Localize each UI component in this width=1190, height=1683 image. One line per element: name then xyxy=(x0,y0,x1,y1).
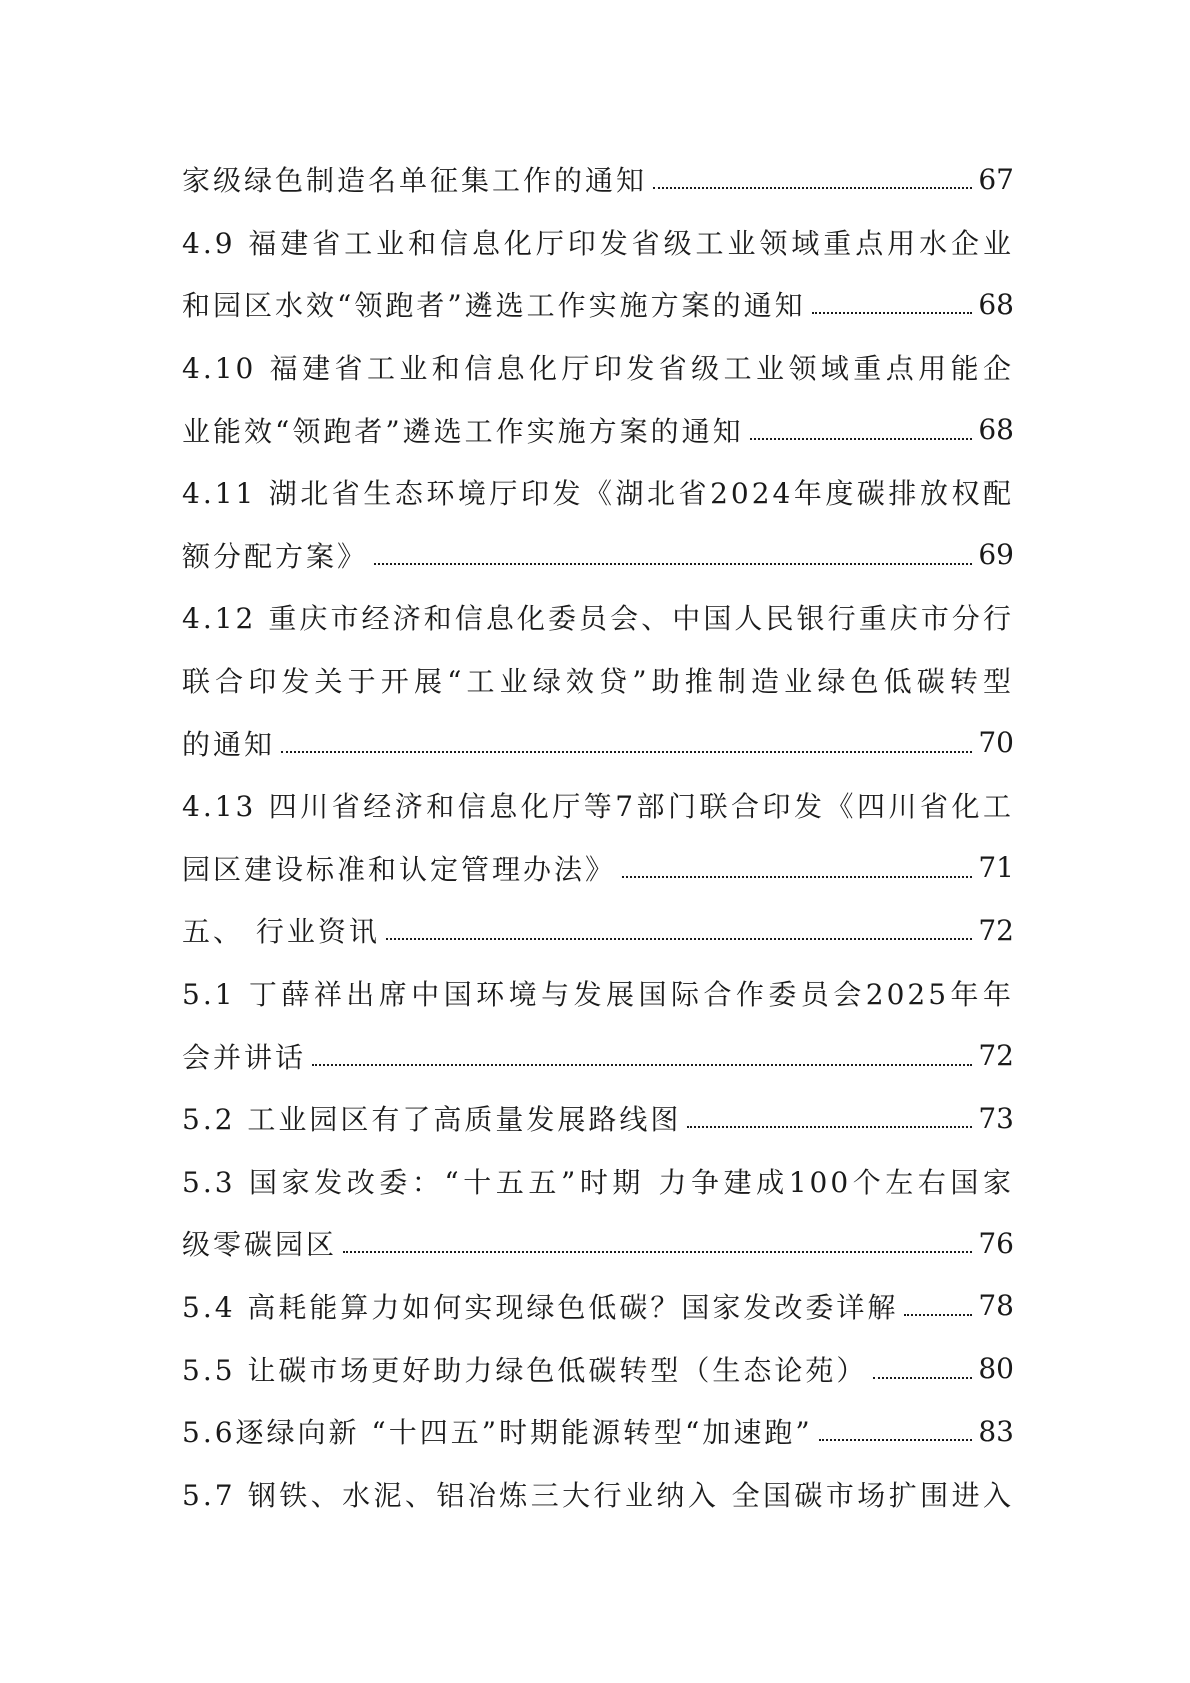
toc-entry-text: 5.7 钢铁、水泥、铝冶炼三大行业纳入 全国碳市场扩围进入 xyxy=(182,1478,1014,1512)
toc-page-number: 80 xyxy=(978,1352,1014,1386)
toc-line[interactable] xyxy=(182,273,1014,336)
toc-leader-dots xyxy=(374,541,972,569)
toc-leader-dots xyxy=(812,290,973,318)
toc-entry-text: 和园区水效“领跑者”遴选工作实施方案的通知 xyxy=(182,289,806,323)
toc-line[interactable] xyxy=(182,1337,1014,1400)
toc-leader-dots xyxy=(653,165,972,193)
toc-line[interactable] xyxy=(182,1462,1014,1525)
toc-line[interactable] xyxy=(182,586,1014,649)
toc-leader-dots xyxy=(343,1229,972,1257)
toc-entry-text: 园区建设标准和认定管理办法》 xyxy=(182,852,617,886)
toc-entry-text: 5.4 高耗能算力如何实现绿色低碳？国家发改委详解 xyxy=(182,1290,899,1324)
toc-entry-text: 4.12 重庆市经济和信息化委员会、中国人民银行重庆市分行 xyxy=(182,602,1014,636)
toc-leader-dots xyxy=(281,729,972,757)
toc-leader-dots xyxy=(386,916,972,944)
toc-page-number: 70 xyxy=(978,726,1014,760)
toc-page-number: 67 xyxy=(978,162,1014,196)
toc-page-number: 68 xyxy=(978,413,1014,447)
toc-leader-dots xyxy=(904,1292,972,1320)
toc-leader-dots xyxy=(873,1355,972,1383)
toc-line[interactable] xyxy=(182,711,1014,774)
toc-entry-text: 5.5 让碳市场更好助力绿色低碳转型（生态论苑） xyxy=(182,1353,868,1387)
toc-line[interactable] xyxy=(182,1150,1014,1213)
toc-entry-text: 4.11 湖北省生态环境厅印发《湖北省2024年度碳排放权配 xyxy=(182,477,1014,511)
toc-entry-text: 家级绿色制造名单征集工作的通知 xyxy=(182,164,648,198)
toc-entry-text: 4.9 福建省工业和信息化厅印发省级工业领域重点用水企业 xyxy=(182,226,1014,260)
toc-line[interactable] xyxy=(182,899,1014,962)
toc-leader-dots xyxy=(312,1042,972,1070)
table-of-contents xyxy=(182,148,1014,1525)
toc-entry-text: 5.3 国家发改委：“十五五”时期 力争建成100个左右国家 xyxy=(182,1165,1014,1199)
toc-page-number: 78 xyxy=(978,1289,1014,1323)
toc-line[interactable] xyxy=(182,774,1014,837)
toc-page-number: 69 xyxy=(978,538,1014,572)
toc-entry-text: 的通知 xyxy=(182,727,276,761)
toc-leader-dots xyxy=(687,1104,972,1132)
toc-page-number: 83 xyxy=(978,1414,1014,1448)
toc-page-number: 72 xyxy=(978,1039,1014,1073)
toc-entry-text: 五、 行业资讯 xyxy=(182,915,380,949)
toc-line[interactable] xyxy=(182,1212,1014,1275)
toc-leader-dots xyxy=(750,416,973,444)
toc-line[interactable] xyxy=(182,837,1014,900)
toc-entry-text: 5.6逐绿向新 “十四五”时期能源转型“加速跑” xyxy=(182,1416,813,1450)
toc-entry-text: 级零碳园区 xyxy=(182,1228,338,1262)
toc-line[interactable] xyxy=(182,461,1014,524)
toc-leader-dots xyxy=(622,854,972,882)
toc-line[interactable] xyxy=(182,649,1014,712)
toc-entry-text: 4.13 四川省经济和信息化厅等7部门联合印发《四川省化工 xyxy=(182,790,1014,824)
toc-line[interactable] xyxy=(182,336,1014,399)
toc-line[interactable] xyxy=(182,398,1014,461)
toc-entry-text: 5.2 工业园区有了高质量发展路线图 xyxy=(182,1103,682,1137)
toc-entry-text: 4.10 福建省工业和信息化厅印发省级工业领域重点用能企 xyxy=(182,352,1014,386)
toc-entry-text: 5.1 丁薛祥出席中国环境与发展国际合作委员会2025年年 xyxy=(182,978,1014,1012)
toc-page-number: 68 xyxy=(978,287,1014,321)
toc-line[interactable] xyxy=(182,524,1014,587)
toc-line[interactable] xyxy=(182,1087,1014,1150)
toc-line[interactable] xyxy=(182,1400,1014,1463)
toc-entry-text: 额分配方案》 xyxy=(182,539,369,573)
toc-page-number: 73 xyxy=(978,1101,1014,1135)
toc-page-number: 71 xyxy=(978,851,1014,885)
toc-page-number: 72 xyxy=(978,913,1014,947)
toc-entry-text: 会并讲话 xyxy=(182,1040,307,1074)
toc-line[interactable] xyxy=(182,1275,1014,1338)
toc-line[interactable] xyxy=(182,1024,1014,1087)
toc-line[interactable] xyxy=(182,211,1014,274)
toc-entry-text: 联合印发关于开展“工业绿效贷”助推制造业绿色低碳转型 xyxy=(182,665,1014,699)
toc-entry-text: 业能效“领跑者”遴选工作实施方案的通知 xyxy=(182,414,744,448)
toc-line[interactable] xyxy=(182,962,1014,1025)
toc-leader-dots xyxy=(819,1417,973,1445)
toc-page-number: 76 xyxy=(978,1226,1014,1260)
toc-line[interactable] xyxy=(182,148,1014,211)
